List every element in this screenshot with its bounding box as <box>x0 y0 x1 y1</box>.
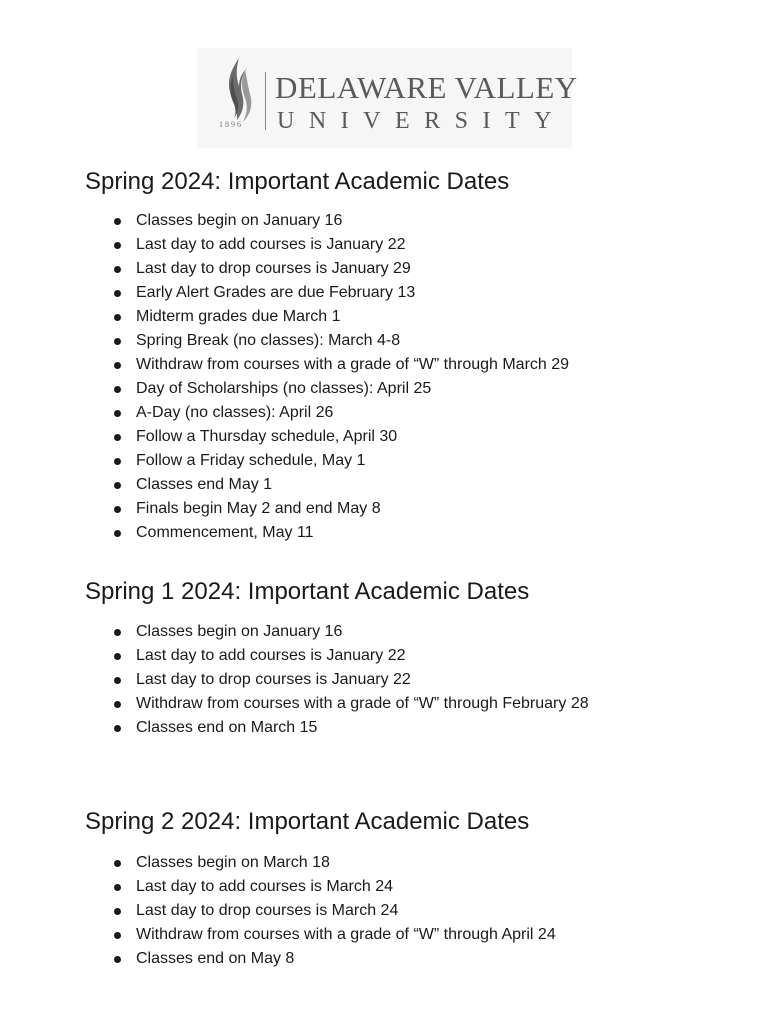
list-item <box>85 281 569 305</box>
bullet-icon <box>114 860 121 867</box>
list-item <box>85 644 589 668</box>
bullet-icon <box>114 506 121 513</box>
logo-founding-year: 1896 <box>219 120 243 129</box>
bullet-icon <box>114 410 121 417</box>
list-item-text: Last day to drop courses is January 29 <box>136 260 411 277</box>
list-item-text: Last day to add courses is January 22 <box>136 236 406 253</box>
bullet-icon <box>114 266 121 273</box>
logo-divider <box>265 72 266 130</box>
list-item <box>85 899 556 923</box>
list-item-text: A-Day (no classes): April 26 <box>136 404 334 421</box>
list-item-text: Classes begin on January 16 <box>136 623 343 640</box>
list-item-text: Classes begin on January 16 <box>136 212 343 229</box>
bullet-icon <box>114 932 121 939</box>
list-item <box>85 923 556 947</box>
list-item <box>85 353 569 377</box>
bullet-icon <box>114 725 121 732</box>
list-item-text: Last day to add courses is January 22 <box>136 647 406 664</box>
list-item <box>85 875 556 899</box>
bullet-icon <box>114 290 121 297</box>
list-item-text: Spring Break (no classes): March 4-8 <box>136 332 401 349</box>
section-spring-2-2024 <box>85 808 556 971</box>
list-item-text: Classes begin on March 18 <box>136 854 330 871</box>
section-spring-2024 <box>85 168 569 545</box>
bullet-icon <box>114 908 121 915</box>
date-list <box>85 209 569 545</box>
list-item <box>85 851 556 875</box>
list-item-text: Withdraw from courses with a grade of “W” through February 28 <box>136 695 589 712</box>
list-item <box>85 425 569 449</box>
list-item-text: Follow a Thursday schedule, April 30 <box>136 428 398 445</box>
bullet-icon <box>114 458 121 465</box>
list-item-text: Early Alert Grades are due February 13 <box>136 284 416 301</box>
bullet-icon <box>114 677 121 684</box>
section-title: Spring 2 2024: Important Academic Dates <box>85 808 530 835</box>
list-item <box>85 329 569 353</box>
list-item-text: Midterm grades due March 1 <box>136 308 341 325</box>
list-item <box>85 449 569 473</box>
logo-name-line1: DELAWARE VALLEY <box>275 70 578 105</box>
bullet-icon <box>114 530 121 537</box>
list-item-text: Classes end on May 8 <box>136 950 295 967</box>
bullet-icon <box>114 956 121 963</box>
bullet-icon <box>114 629 121 636</box>
list-item <box>85 716 589 740</box>
bullet-icon <box>114 884 121 891</box>
bullet-icon <box>114 653 121 660</box>
university-logo <box>197 48 578 148</box>
list-item <box>85 620 589 644</box>
bullet-icon <box>114 386 121 393</box>
logo-name-line2: UNIVERSITY <box>277 108 566 134</box>
bullet-icon <box>114 482 121 489</box>
list-item-text: Day of Scholarships (no classes): April 25 <box>136 380 432 397</box>
list-item <box>85 521 569 545</box>
list-item-text: Classes end on March 15 <box>136 719 318 736</box>
list-item-text: Withdraw from courses with a grade of “W” through March 29 <box>136 356 570 373</box>
list-item <box>85 305 569 329</box>
list-item <box>85 668 589 692</box>
list-item-text: Withdraw from courses with a grade of “W” through April 24 <box>136 926 556 943</box>
date-list <box>85 620 589 740</box>
list-item-text: Last day to drop courses is March 24 <box>136 902 399 919</box>
bullet-icon <box>114 701 121 708</box>
list-item <box>85 473 569 497</box>
list-item-text: Classes end May 1 <box>136 476 273 493</box>
list-item <box>85 497 569 521</box>
section-spring-1-2024 <box>85 578 589 740</box>
bullet-icon <box>114 242 121 249</box>
bullet-icon <box>114 218 121 225</box>
list-item-text: Last day to add courses is March 24 <box>136 878 394 895</box>
flame-icon <box>221 56 257 126</box>
list-item <box>85 209 569 233</box>
list-item <box>85 947 556 971</box>
section-title: Spring 1 2024: Important Academic Dates <box>85 578 530 605</box>
bullet-icon <box>114 362 121 369</box>
list-item <box>85 377 569 401</box>
list-item <box>85 257 569 281</box>
bullet-icon <box>114 338 121 345</box>
list-item <box>85 401 569 425</box>
bullet-icon <box>114 314 121 321</box>
bullet-icon <box>114 434 121 441</box>
section-title: Spring 2024: Important Academic Dates <box>85 168 510 195</box>
list-item <box>85 233 569 257</box>
list-item-text: Follow a Friday schedule, May 1 <box>136 452 366 469</box>
list-item-text: Finals begin May 2 and end May 8 <box>136 500 381 517</box>
list-item-text: Commencement, May 11 <box>136 524 314 541</box>
list-item-text: Last day to drop courses is January 22 <box>136 671 411 688</box>
date-list <box>85 851 556 971</box>
list-item <box>85 692 589 716</box>
